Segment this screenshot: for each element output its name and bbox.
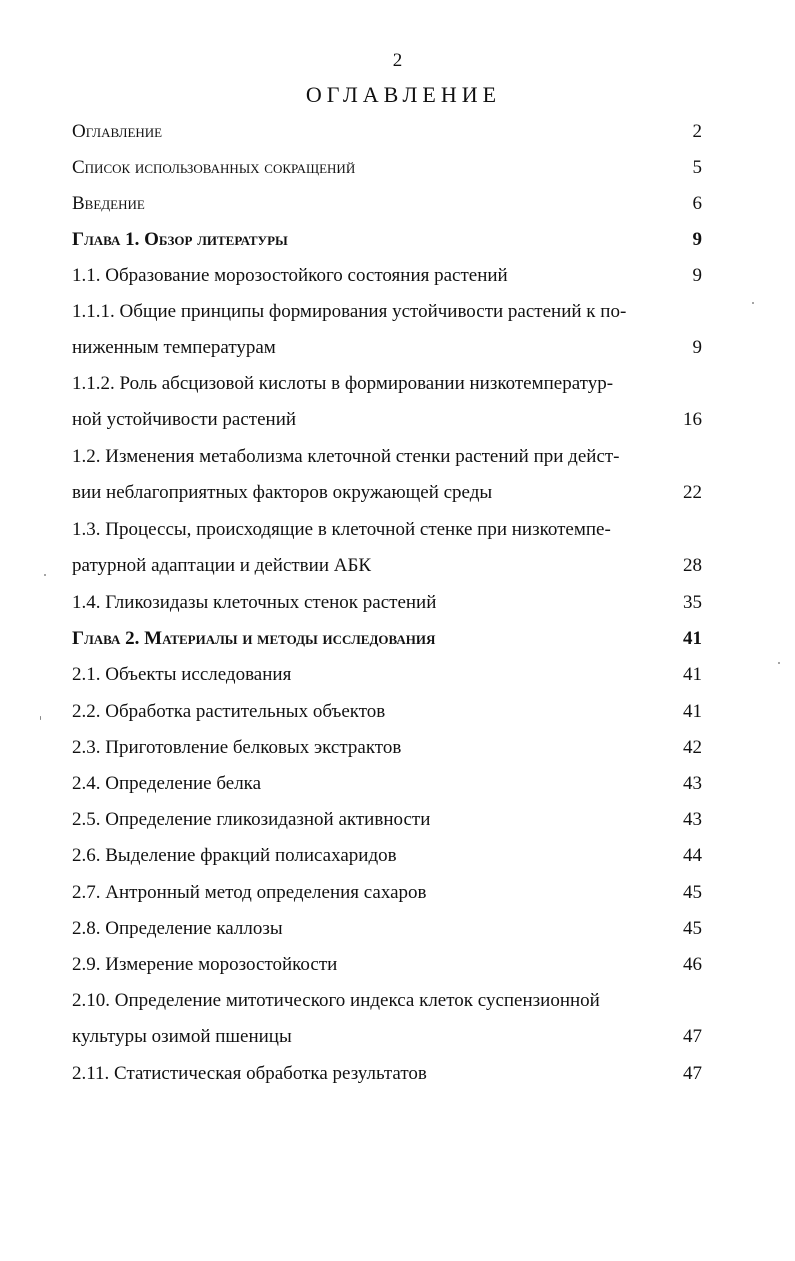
toc-entry-page: 9	[692, 337, 702, 358]
toc-entry-page: 41	[683, 701, 702, 722]
toc-entry-page: 2	[692, 121, 702, 142]
scan-speck	[752, 302, 754, 304]
toc-entry[interactable]	[72, 366, 702, 438]
toc-entry[interactable]	[72, 294, 702, 366]
toc-entry-title: 2.2. Обработка растительных объектов	[72, 701, 386, 722]
toc-entry[interactable]	[72, 114, 702, 150]
toc-entry-title: 2.9. Измерение морозостойкости	[72, 954, 338, 975]
toc-entry[interactable]	[72, 838, 702, 874]
toc-chapter-entry[interactable]	[72, 222, 702, 258]
toc-entry-title-line2: вии неблагоприятных факторов окружающей среды	[72, 482, 493, 503]
toc-entry-title: 2.8. Определение каллозы	[72, 918, 283, 939]
toc-entry-title: Оглавление	[72, 121, 163, 142]
toc-entry[interactable]	[72, 439, 702, 511]
toc-entry[interactable]	[72, 657, 702, 693]
toc-entry-title-line1: 1.1.1. Общие принципы формирования устойчивости растений к по-	[72, 301, 627, 322]
toc-entry[interactable]	[72, 875, 702, 911]
toc-entry-title-line1: 1.2. Изменения метаболизма клеточной стенки растений при дейст-	[72, 446, 620, 467]
toc-entry-title-line2: ниженным температурам	[72, 337, 276, 358]
toc-entry[interactable]	[72, 1056, 702, 1092]
toc-entry-page: 9	[692, 265, 702, 286]
toc-entry-page: 46	[683, 954, 702, 975]
toc-entry-title: 2.4. Определение белка	[72, 773, 262, 794]
toc-entry-title-line2: культуры озимой пшеницы	[72, 1026, 292, 1047]
toc-entry-title: 2.5. Определение гликозидазной активности	[72, 809, 431, 830]
toc-entry-page: 47	[683, 1063, 702, 1084]
toc-entry-page: 41	[683, 664, 702, 685]
page-title: ОГЛАВЛЕНИЕ	[305, 82, 502, 107]
toc-entry-page: 16	[683, 409, 702, 430]
scan-speck	[778, 662, 780, 664]
toc-entry-title: 1.4. Гликозидазы клеточных стенок растений	[72, 592, 437, 613]
toc-entry[interactable]	[72, 585, 702, 621]
scan-speck	[44, 574, 46, 576]
toc-entry[interactable]	[72, 766, 702, 802]
toc-entry-page: 35	[683, 592, 702, 613]
toc-entry-title: 2.7. Антронный метод определения сахаров	[72, 882, 427, 903]
toc-entry[interactable]	[72, 983, 702, 1055]
toc-entry-page: 47	[683, 1026, 702, 1047]
toc-entry-page: 28	[683, 555, 702, 576]
toc-entry-title-line2: ной устойчивости растений	[72, 409, 297, 430]
toc-entry-page: 41	[683, 628, 702, 649]
toc-entry-title: 2.3. Приготовление белковых экстрактов	[72, 737, 402, 758]
toc-entry-page: 5	[692, 157, 702, 178]
toc-entry-title: Список использованных сокращений	[72, 157, 356, 178]
toc-entry-title-line2: ратурной адаптации и действии АБК	[72, 555, 372, 576]
toc-entry-title-line1: 1.3. Процессы, происходящие в клеточной стенке при низкотемпе-	[72, 519, 611, 540]
toc-entry-page: 6	[692, 193, 702, 214]
toc-entry-title: 2.11. Статистическая обработка результатов	[72, 1063, 427, 1084]
toc-entry[interactable]	[72, 694, 702, 730]
toc-entry[interactable]	[72, 802, 702, 838]
toc-entry[interactable]	[72, 947, 702, 983]
toc-entry[interactable]	[72, 258, 702, 294]
toc-entry-title: Глава 1. Обзор литературы	[72, 229, 288, 250]
toc-entry[interactable]	[72, 512, 702, 584]
toc-entry-page: 9	[692, 229, 702, 250]
page-number: 2	[392, 50, 403, 71]
toc-entry[interactable]	[72, 730, 702, 766]
toc-entry-title: 2.1. Объекты исследования	[72, 664, 292, 685]
toc-entry-title: 1.1. Образование морозостойкого состояния растений	[72, 265, 508, 286]
toc-entry[interactable]	[72, 186, 702, 222]
toc-entry-title: 2.6. Выделение фракций полисахаридов	[72, 845, 397, 866]
toc-entry[interactable]	[72, 150, 702, 186]
toc-entry-title: Глава 2. Материалы и методы исследования	[72, 628, 436, 649]
toc-chapter-entry[interactable]	[72, 621, 702, 657]
toc-entry-title: Введение	[72, 193, 145, 214]
toc-entry-page: 45	[683, 882, 702, 903]
toc-entry-page: 45	[683, 918, 702, 939]
toc-entry-page: 44	[683, 845, 702, 866]
toc-entry-page: 42	[683, 737, 702, 758]
toc-entry-title-line1: 1.1.2. Роль абсцизовой кислоты в формировании низкотемператур-	[72, 373, 614, 394]
toc-entry-title-line1: 2.10. Определение митотического индекса клеток суспензионной	[72, 990, 600, 1011]
toc-entry-page: 22	[683, 482, 702, 503]
toc-entry-page: 43	[683, 773, 702, 794]
toc-entry-page: 43	[683, 809, 702, 830]
scan-speck	[40, 716, 41, 720]
toc-entry[interactable]	[72, 911, 702, 947]
